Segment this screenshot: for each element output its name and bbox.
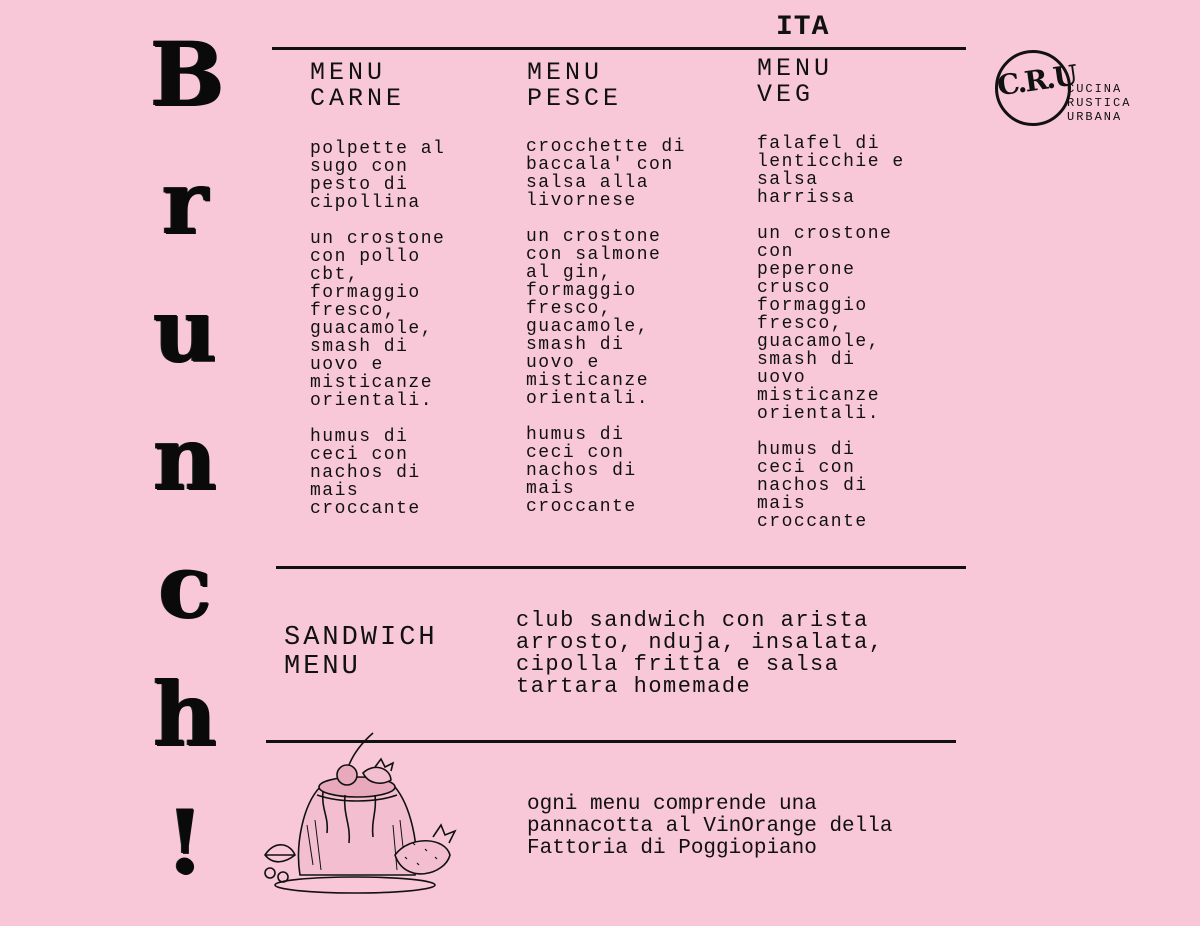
menu-item: humus di ceci con nachos di mais croccante bbox=[757, 440, 868, 532]
menu-item: crocchette di baccala' con salsa alla livornese bbox=[526, 137, 686, 211]
title-letter: c bbox=[158, 534, 212, 638]
menu-veg-heading: MENU VEG bbox=[757, 54, 834, 109]
title-letter: ! bbox=[165, 790, 205, 894]
title-letter: h bbox=[153, 662, 217, 766]
menu-pesce-items bbox=[526, 138, 736, 534]
sandwich-description: club sandwich con arista arrosto, nduja, insalata, cipolla fritta e salsa tartara homemade bbox=[516, 608, 884, 699]
sandwich-heading: SANDWICH MENU bbox=[284, 623, 438, 682]
cru-logo bbox=[995, 50, 1155, 130]
brunch-title bbox=[150, 22, 225, 926]
logo-wordmark: CUCINA RUSTICA URBANA bbox=[1067, 82, 1132, 124]
language-label: ITA bbox=[776, 12, 830, 43]
menus-bottom-divider bbox=[276, 566, 966, 569]
menu-item: falafel di lenticchie e salsa harrissa bbox=[757, 134, 905, 208]
menu-carne-items bbox=[310, 140, 510, 536]
dessert-note: ogni menu comprende una pannacotta al VinOrange della Fattoria di Poggiopiano bbox=[527, 793, 893, 860]
menu-item: un crostone con salmone al gin, formaggio fresco, guacamole, smash di uovo e misticanze orientali. bbox=[526, 227, 662, 409]
menu-carne-heading: MENU CARNE bbox=[310, 58, 406, 113]
menu-item: un crostone con pollo cbt, formaggio fresco, guacamole, smash di uovo e misticanze orientali. bbox=[310, 229, 446, 411]
title-letter: n bbox=[153, 406, 217, 510]
title-letter: u bbox=[153, 278, 217, 382]
title-letter: r bbox=[161, 150, 209, 254]
menu-item: humus di ceci con nachos di mais croccante bbox=[526, 425, 637, 517]
menu-item: un crostone con peperone crusco formaggio fresco, guacamole, smash di uovo misticanze orientali. bbox=[757, 224, 893, 424]
menu-pesce-heading: MENU PESCE bbox=[527, 58, 623, 113]
logo-mark: C.R.U bbox=[995, 58, 1078, 103]
pannacotta-dessert-icon bbox=[245, 725, 475, 895]
title-letter: B bbox=[150, 22, 225, 126]
menu-item: humus di ceci con nachos di mais croccante bbox=[310, 427, 421, 519]
menu-item: polpette al sugo con pesto di cipollina bbox=[310, 139, 446, 213]
menu-veg-items bbox=[757, 135, 957, 549]
top-divider bbox=[272, 47, 966, 50]
